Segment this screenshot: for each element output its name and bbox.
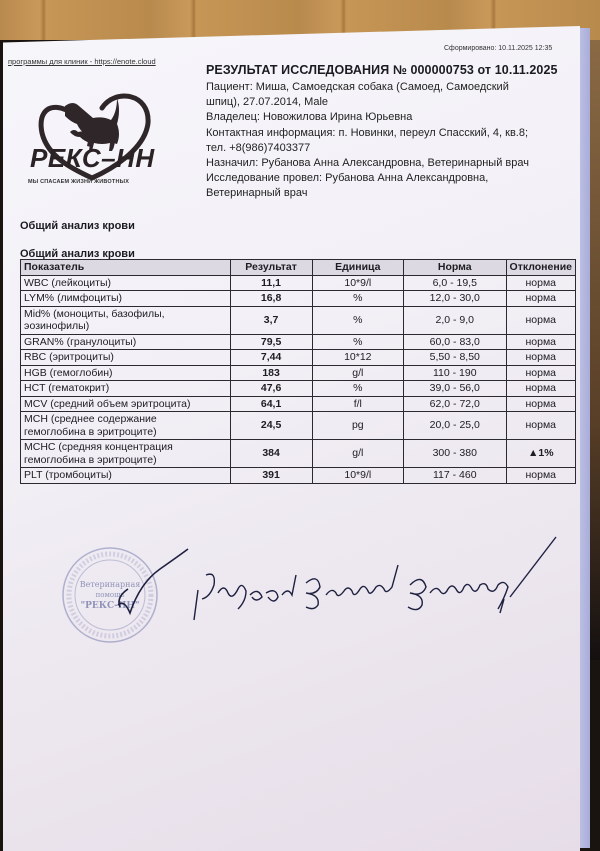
result-cell: 24,5: [230, 412, 312, 440]
norm-cell: 60,0 - 83,0: [404, 334, 507, 350]
stamp-text-3: "РЕКС-НН": [80, 601, 140, 611]
deviation-cell: норма: [506, 291, 575, 307]
param-cell: [21, 275, 231, 291]
handwritten-signature: [110, 535, 570, 625]
param-cell: [21, 412, 231, 440]
deviation-cell: норма: [506, 275, 575, 291]
unit-cell: %: [312, 291, 403, 307]
promo-link: программы для клиник - https://enote.cloud: [8, 57, 156, 66]
norm-cell: 12,0 - 30,0: [404, 291, 507, 307]
param-name: MCV (средний объем эритроцита): [24, 397, 191, 410]
section-heading: Общий анализ крови: [20, 220, 135, 232]
unit-cell: f/l: [312, 396, 403, 412]
param-cell: [21, 440, 231, 468]
deviation-cell: норма: [506, 381, 575, 397]
stamp-text-1: Ветеринарная: [79, 580, 141, 589]
param-name: HCT (гематокрит): [24, 382, 110, 394]
norm-cell: 5,50 - 8,50: [404, 350, 507, 366]
param-name: LYM% (лимфоциты): [24, 292, 122, 304]
result-cell: 7,44: [230, 350, 312, 366]
table-row: [21, 350, 576, 366]
result-cell: 16,8: [230, 291, 312, 307]
table-row: [21, 334, 576, 350]
deviation-cell: норма: [506, 306, 575, 334]
unit-cell: %: [312, 381, 403, 397]
param-cell: [21, 381, 231, 397]
param-cell: [21, 291, 231, 307]
unit-cell: %: [312, 306, 403, 334]
contact-line-2: тел. +8(986)7403377: [206, 141, 311, 154]
assigned-by: Назначил: Рубанова Анна Александровна, Ветеринарный врач: [206, 157, 529, 170]
table-row: [21, 468, 576, 484]
result-cell: 47,6: [230, 381, 312, 397]
header-param: Показатель: [21, 260, 231, 276]
norm-cell: 62,0 - 72,0: [404, 396, 507, 412]
param-name-line-2: эозинофилы): [24, 320, 90, 332]
param-name-line-2: гемоглобина в эритроците): [24, 425, 157, 438]
param-name: GRAN% (гранулоциты): [24, 335, 137, 348]
norm-cell: 2,0 - 9,0: [404, 306, 507, 334]
param-cell: [21, 396, 231, 412]
unit-cell: g/l: [312, 440, 403, 468]
deviation-cell: норма: [506, 365, 575, 381]
unit-cell: g/l: [312, 365, 403, 381]
deviation-cell: норма: [506, 396, 575, 412]
owner: Владелец: Новожилова Ирина Юрьевна: [206, 111, 413, 124]
result-cell: 384: [230, 440, 312, 468]
deviation-cell: норма: [506, 468, 575, 484]
norm-cell: 6,0 - 19,5: [404, 275, 507, 291]
param-name-line-1: MCH (среднее содержание: [24, 413, 157, 425]
deviation-cell: норма: [506, 412, 575, 440]
param-name-line-1: MCHC (средняя концентрация: [24, 441, 173, 453]
report-title: РЕЗУЛЬТАТ ИССЛЕДОВАНИЯ № 000000753 от 10.11.2025: [206, 63, 558, 77]
clinic-logo-name: РЕКС–НН: [30, 143, 155, 173]
table-row: [21, 306, 576, 334]
header-unit: Единица: [312, 260, 403, 276]
param-name: HGB (гемоглобин): [24, 366, 113, 379]
table-row: [21, 291, 576, 307]
performed-by-line-2: Ветеринарный врач: [206, 187, 308, 200]
unit-cell: 10*12: [312, 350, 403, 366]
param-name: WBC (лейкоциты): [24, 276, 112, 289]
result-cell: 183: [230, 365, 312, 381]
unit-cell: pg: [312, 412, 403, 440]
deviation-cell: норма: [506, 334, 575, 350]
table-header-row: [21, 260, 576, 276]
header-norm: Норма: [404, 260, 507, 276]
norm-cell: 39,0 - 56,0: [404, 381, 507, 397]
param-cell: [21, 365, 231, 381]
result-cell: 64,1: [230, 396, 312, 412]
norm-cell: 117 - 460: [404, 468, 507, 484]
header-result: Результат: [230, 260, 312, 276]
table-row: [21, 412, 576, 440]
table-row: [21, 440, 576, 468]
result-cell: 11,1: [230, 275, 312, 291]
unit-cell: %: [312, 334, 403, 350]
param-cell: [21, 306, 231, 334]
table-caption: Общий анализ крови: [20, 248, 135, 260]
param-name: PLT (тромбоциты): [24, 469, 112, 481]
table-row: [21, 365, 576, 381]
table-row: [21, 396, 576, 412]
result-cell: 79,5: [230, 334, 312, 350]
table-row: [21, 381, 576, 397]
patient-info-block: [206, 80, 566, 202]
param-cell: [21, 350, 231, 366]
result-cell: 3,7: [230, 306, 312, 334]
deviation-cell-above-norm: ▲1%: [506, 440, 575, 468]
norm-cell: 110 - 190: [404, 365, 507, 381]
param-name: RBC (эритроциты): [24, 351, 114, 363]
clinic-logo-heart-icon: [30, 78, 160, 193]
blood-test-results-table: [20, 259, 576, 484]
param-cell: [21, 334, 231, 350]
result-cell: 391: [230, 468, 312, 484]
unit-cell: 10*9/l: [312, 468, 403, 484]
deviation-cell: норма: [506, 350, 575, 366]
norm-cell: 300 - 380: [404, 440, 507, 468]
generated-timestamp: Сформировано: 10.11.2025 12:35: [444, 45, 553, 52]
param-cell: [21, 468, 231, 484]
contact-line-1: Контактная информация: п. Новинки, переул Спасский, 4, кв.8;: [206, 126, 529, 139]
patient-line-2: шпиц), 27.07.2014, Male: [206, 96, 329, 109]
table-row: [21, 275, 576, 291]
stamp-text-2: помощь: [95, 591, 125, 599]
performed-by-line-1: Исследование провел: Рубанова Анна Александровна,: [206, 172, 489, 185]
norm-cell: 20,0 - 25,0: [404, 412, 507, 440]
unit-cell: 10*9/l: [312, 275, 403, 291]
param-name-line-2: гемоглобина в эритроците): [24, 453, 157, 466]
header-deviation: Отклонение: [506, 260, 575, 276]
clinic-logo-slogan: МЫ СПАСАЕМ ЖИЗНИ ЖИВОТНЫХ: [28, 179, 130, 185]
param-name-line-1: Mid% (моноциты, базофилы,: [24, 307, 165, 320]
patient-line-1: Пациент: Миша, Самоедская собака (Самоед, Самоедский: [206, 81, 509, 93]
